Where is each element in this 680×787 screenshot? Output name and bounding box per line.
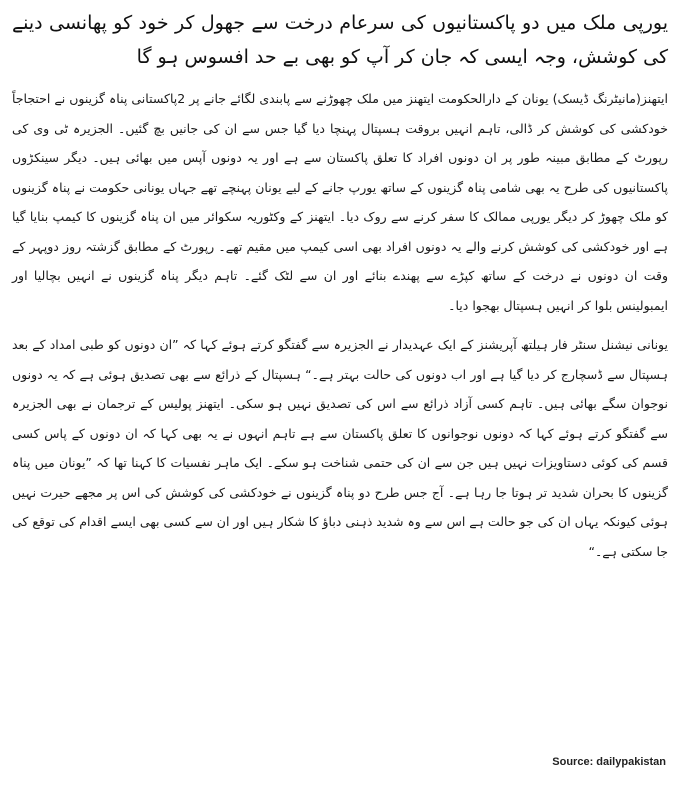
article-paragraph-2: یونانی نیشنل سنٹر فار ہیلتھ آپریشنز کے ایک عہدیدار نے الجزیرہ سے گفتگو کرتے ہوئے کہا کہ ”ان دونوں کو طبی امداد کے بعد ہسپتال سے ڈسچارج کر دیا گیا ہے اور اب دونوں کی حالت بہتر ہے۔“ ہسپتال کے ذرائع سے بھی تصدیق ہوئی ہے کہ یہ دونوں نوجوان سگے بھائی ہیں۔ تاہم کسی آزاد ذرائع سے اس کی تصدیق نہیں ہو سکی۔ ایتھنز پولیس کے ترجمان نے بھی الجزیرہ سے گفتگو کرتے ہوئے کہا کہ دونوں نوجوانوں کا تعلق پاکستان سے ہے تاہم انہوں نے یہ بھی کہا کہ ان دونوں کے پاس کسی قسم کی کوئی دستاویزات نہیں ہیں جن سے ان کی حتمی شناخت ہو سکے۔ ایک ماہر نفسیات کا کہنا تھا کہ ”یونان میں پناہ گزینوں کا بحران شدید تر ہوتا جا رہا ہے۔ آج جس طرح دو پناہ گزینوں نے خودکشی کی کوشش کی اس پر مجھے حیرت نہیں ہوئی کیونکہ یہاں ان کی جو حالت ہے اس سے وہ شدید ذہنی دباؤ کا شکار ہیں اور ان سے کسی بھی ایسے اقدام کی توقع کی جا سکتی ہے۔“ <box>12 337 668 559</box>
source-credit: Source: dailypakistan <box>552 756 666 768</box>
news-article <box>12 6 668 576</box>
article-headline: یورپی ملک میں دو پاکستانیوں کی سرعام درخت سے جھول کر خود کو پھانسی دینے کی کوشش، وجہ ایسی کہ جان کر آپ کو بھی بے حد افسوس ہو گا <box>12 12 668 68</box>
article-paragraph-1: ایتھنز(مانیٹرنگ ڈیسک) یونان کے دارالحکومت ایتھنز میں ملک چھوڑنے سے پابندی لگائے جانے پر 2پاکستانی پناہ گزینوں نے احتجاجاً خودکشی کی کوشش کر ڈالی، تاہم انہیں بروقت ہسپتال پہنچا دیا گیا جس سے ان کی جانیں بچ گئیں۔ الجزیرہ ٹی وی کی رپورٹ کے مطابق مبینہ طور پر ان دونوں افراد کا تعلق پاکستان سے ہے اور یہ دونوں آپس میں بھائی ہیں۔ دیگر سینکڑوں پاکستانیوں کی طرح یہ بھی شامی پناہ گزینوں کے ساتھ یورپ جانے کے لیے یونان پہنچے تھے جہاں یونانی حکومت نے پناہ گزینوں کو ملک چھوڑ کر دیگر یورپی ممالک کا سفر کرنے سے روک دیا۔ ایتھنز کے وکٹوریہ سکوائر میں ان پناہ گزینوں کا کیمپ بنایا گیا ہے اور خودکشی کی کوشش کرنے والے یہ دونوں افراد بھی اسی کیمپ میں مقیم تھے۔ رپورٹ کے مطابق گزشتہ روز دوپہر کے وقت ان دونوں نے درخت کے ساتھ کپڑے سے پھندے بنائے اور ان سے لٹک گئے۔ تاہم دیگر پناہ گزینوں نے انہیں بچالیا اور ایمبولینس بلوا کر انہیں ہسپتال بھجوا دیا۔ <box>12 91 668 313</box>
